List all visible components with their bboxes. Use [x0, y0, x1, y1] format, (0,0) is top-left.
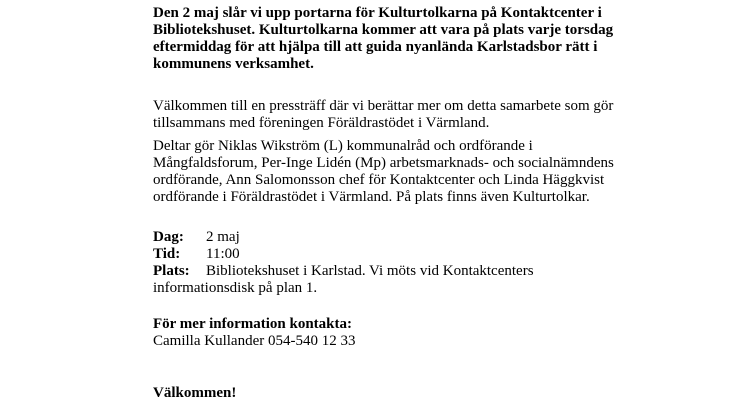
lead-line: eftermiddag för att hjälpa till att guida nyanlända Karlstadsbor rätt i	[153, 39, 598, 55]
participants-paragraph	[153, 138, 713, 206]
closing-text: Välkommen!	[153, 385, 237, 401]
press-release-page	[153, 5, 713, 402]
lead-line: Den 2 maj slår vi upp portarna för Kulturtolkarna på Kontaktcenter i	[153, 5, 602, 21]
participants-line: ordförande, Ann Salomonsson chef för Kontaktcenter och Linda Häggkvist	[153, 172, 605, 188]
intro-line: Välkommen till en pressträff där vi berättar mer om detta samarbete som gör	[153, 98, 614, 114]
time-row	[153, 246, 713, 263]
participants-line: Mångfaldsforum, Per-Inge Lidén (Mp) arbetsmarknads- och socialnämndens	[153, 155, 614, 171]
contact-line: Camilla Kullander 054-540 12 33	[153, 333, 356, 349]
time-label: Tid:	[153, 246, 181, 262]
lead-line: kommunens verksamhet.	[153, 56, 314, 72]
place-value-continued: informationsdisk på plan 1.	[153, 280, 318, 296]
day-value: 2 maj	[206, 229, 240, 245]
place-value: Bibliotekshuset i Karlstad. Vi möts vid Kontaktcenters	[206, 263, 534, 279]
contact-heading: För mer information kontakta:	[153, 316, 353, 332]
participants-line: ordförande i Föräldrastödet i Värmland. På plats finns även Kulturtolkar.	[153, 189, 590, 205]
lead-paragraph	[153, 5, 713, 73]
time-value: 11:00	[206, 246, 240, 262]
place-label: Plats:	[153, 263, 190, 279]
lead-line: Bibliotekshuset. Kulturtolkarna kommer att vara på plats varje torsdag	[153, 22, 614, 38]
intro-paragraph	[153, 98, 713, 132]
day-row	[153, 229, 713, 246]
event-details	[153, 229, 713, 297]
contact-section	[153, 316, 713, 350]
intro-line: tillsammans med föreningen Föräldrastödet i Värmland.	[153, 115, 490, 131]
place-row	[153, 263, 713, 280]
participants-line: Deltar gör Niklas Wikström (L) kommunalråd och ordförande i	[153, 138, 533, 154]
day-label: Dag:	[153, 229, 184, 245]
